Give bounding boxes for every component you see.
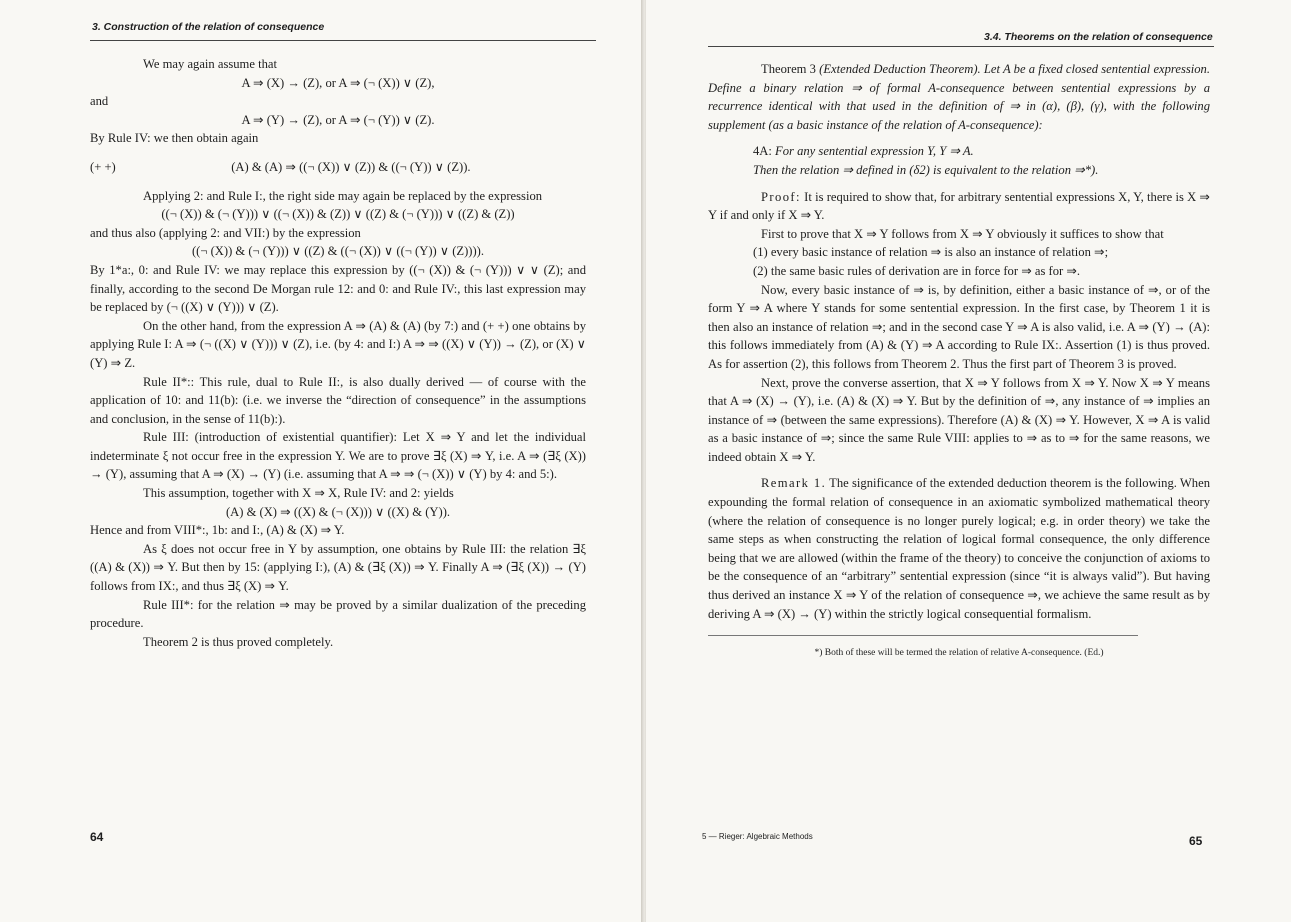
paragraph: Next, prove the converse assertion, that X ⇒ Y follows from X ⇒ Y. Now X ⇒ Y means that A ⇒ (X) → (Y), i.e. (A) & (X) ⇒ Y. But by the definition of ⇒, any instance of ⇒ implies an instance of ⇒ (between the same expressions). Therefore (A) & (X) ⇒ Y. However, X ⇒ A is valid as a basic instance of ⇒; since the same Rule VIII: applies to ⇒ as to ⇒ for the same reasons, we indeed obtain X ⇒ Y.	[708, 375, 1210, 464]
paragraph: We may again assume that	[143, 57, 277, 71]
paragraph: Rule III: (introduction of existential quantifier): Let X ⇒ Y and let the individual indeterminate ξ not occur free in the expression Y. We are to prove ∃ξ (X) ⇒ Y, i.e. A ⇒ (∃ξ (X)) → (Y), assuming that A ⇒ (X) → (Y) (i.e. assuming that A ⇒ ⇒ (¬ (X)) ∨ (Y) by 4: and 5:).	[90, 430, 586, 482]
paragraph: As ξ does not occur free in Y by assumption, one obtains by Rule III: the relation ∃ξ ((A) & (X)) ⇒ Y. But then by 15: (applying I:), (A) & (∃ξ (X)) ⇒ Y. Finally A ⇒ (∃ξ (X)) → (Y) follows from IX:, and thus ∃ξ (X) ⇒ Y.	[90, 541, 586, 594]
equation: (A) & (X) ⇒ ((X) & (¬ (X))) ∨ ((X) & (Y)).	[225, 504, 451, 519]
left-text-column	[90, 55, 586, 651]
paragraph: First to prove that X ⇒ Y follows from X ⇒ Y obviously it suffices to show that	[761, 226, 1164, 241]
paragraph: Rule III*: for the relation ⇒ may be proved by a similar dualization of the preceding procedure.	[90, 597, 586, 631]
equation: A ⇒ (X) → (Z), or A ⇒ (¬ (X)) ∨ (Z),	[241, 75, 435, 90]
paragraph: Theorem 2 is thus proved completely.	[143, 634, 334, 649]
page-number-right: 65	[1189, 834, 1203, 848]
item-label: 4A:	[753, 144, 772, 159]
remark-text: The significance of the extended deduction theorem is the following. When expounding the formal relation of consequence in an axiomatic symbolized mathematical theory (where the relation of consequence is no longer purely logical; e.g. in order theory) we take the same steps as when constructing the relation of logical formal consequence, the only difference being that we are allowed (within the frame of the theory) to conceive the conjunction of axioms to be the consequence of an “arbitrary” sentential expression (since “it is always valid”). But having thus derived an instance X ⇒ Y of the relation of consequence ⇒, we achieve the same result as by deriving A ⇒ (X) → (Y) within the strictly logical consequential formalism.	[708, 476, 1210, 621]
equation-tag: (+ +)	[90, 159, 116, 174]
theorem-name: (Extended Deduction Theorem).	[819, 62, 981, 76]
paragraph: Hence and from VIII*:, 1b: and I:, (A) & (X) ⇒ Y.	[90, 523, 345, 538]
running-header-left: 3. Construction of the relation of consequence	[92, 21, 325, 33]
proof	[708, 188, 1210, 225]
header-rule-right	[708, 46, 1214, 47]
running-header-right: 3.4. Theorems on the relation of consequence	[984, 31, 1213, 43]
paragraph: and	[90, 94, 109, 109]
paragraph: Then the relation ⇒ defined in (δ2) is equivalent to the relation ⇒*).	[753, 162, 1099, 177]
left-page	[0, 0, 643, 922]
remark-label: Remark 1.	[761, 476, 827, 491]
paragraph: On the other hand, from the expression A ⇒ (A) & (A) (by 7:) and (+ +) one obtains by applying Rule I: A ⇒ (¬ ((X) ∨ (Y))) ∨ (Z), i.e. (by 4: and I:) A ⇒ ⇒ ((X) ∨ (Y)) → (Z), or (X) ∨ (Y) ⇒ Z.	[90, 318, 586, 370]
list-item: (1) every basic instance of relation ⇒ is also an instance of relation ⇒;	[753, 245, 1109, 260]
paragraph: Rule II*:: This rule, dual to Rule II:, is also dually derived — of course with the application of 10: and 11(b): (i.e. we inverse the “direction of consequence” in the assumptions and conclusion, in the sense of 11(b):).	[90, 374, 586, 426]
equation: ((¬ (X)) & (¬ (Y))) ∨ ((¬ (X)) & (Z)) ∨ ((Z) & (¬ (Y))) ∨ ((Z) & (Z))	[161, 207, 515, 222]
theorem-statement: Let A be a fixed closed sentential expression. Define a binary relation ⇒ of formal A-consequence between sentential expressions by a recurrence identical with that used in the definition of ⇒ in (α), (β), (γ), with the following supplement (as a basic instance of the relation of A-consequence):	[708, 62, 1210, 132]
theorem	[708, 60, 1210, 134]
tagged-equation	[90, 158, 586, 177]
right-page	[646, 0, 1291, 922]
basic-instance-4a	[708, 142, 1210, 161]
paragraph: By Rule IV: we then obtain again	[90, 131, 259, 146]
list-item: (2) the same basic rules of derivation are in force for ⇒ as for ⇒.	[753, 263, 1081, 278]
header-rule-left	[90, 40, 596, 41]
paragraph: and thus also (applying 2: and VII:) by the expression	[90, 225, 361, 240]
right-text-column	[708, 60, 1210, 663]
footnote: *) Both of these will be termed the relation of relative A-consequence. (Ed.)	[814, 648, 1104, 659]
paragraph: Applying 2: and Rule I:, the right side may again be replaced by the expression	[143, 188, 543, 203]
equation: (A) & (A) ⇒ ((¬ (X)) ∨ (Z)) & ((¬ (Y)) ∨ (Z)).	[231, 159, 471, 174]
footnote-rule	[708, 635, 1138, 636]
remark	[708, 474, 1210, 623]
page-number-left: 64	[90, 830, 104, 844]
proof-label: Proof:	[761, 189, 801, 204]
signature-footer: 5 — Rieger: Algebraic Methods	[702, 832, 813, 841]
paragraph: By 1*a:, 0: and Rule IV: we may replace this expression by ((¬ (X)) & (¬ (Y))) ∨ ∨ (Z); and finally, according to the second De Morgan rule 12: and 0: and Rule IV:, this last expression may be replaced by (¬ ((X) ∨ (Y))) ∨ (Z).	[90, 262, 586, 315]
proof-text: It is required to show that, for arbitrary sentential expressions X, Y, there is X ⇒ Y if and only if X ⇒ Y.	[708, 189, 1210, 223]
equation: ((¬ (X)) & (¬ (Y))) ∨ ((Z) & ((¬ (X)) ∨ ((¬ (Y)) ∨ (Z)))).	[191, 244, 485, 259]
item-text: For any sentential expression Y, Y ⇒ A.	[775, 144, 974, 159]
equation: A ⇒ (Y) → (Z), or A ⇒ (¬ (Y)) ∨ (Z).	[241, 112, 435, 127]
theorem-heading: Theorem 3	[761, 62, 816, 76]
paragraph: Now, every basic instance of ⇒ is, by definition, either a basic instance of ⇒, or of the form Y ⇒ A where Y stands for some sentential expression. In the first case, by Theorem 1 it is then also an instance of relation ⇒; and in the second case Y ⇒ A is also valid, i.e. A ⇒ (Y) → (A): this follows immediately from (A) & (Y) ⇒ A according to Rule IX:. Assertion (1) is thus proved. As for assertion (2), this follows from Theorem 2. Thus the first part of Theorem 3 is proved.	[708, 282, 1210, 371]
paragraph: This assumption, together with X ⇒ X, Rule IV: and 2: yields	[143, 486, 454, 501]
